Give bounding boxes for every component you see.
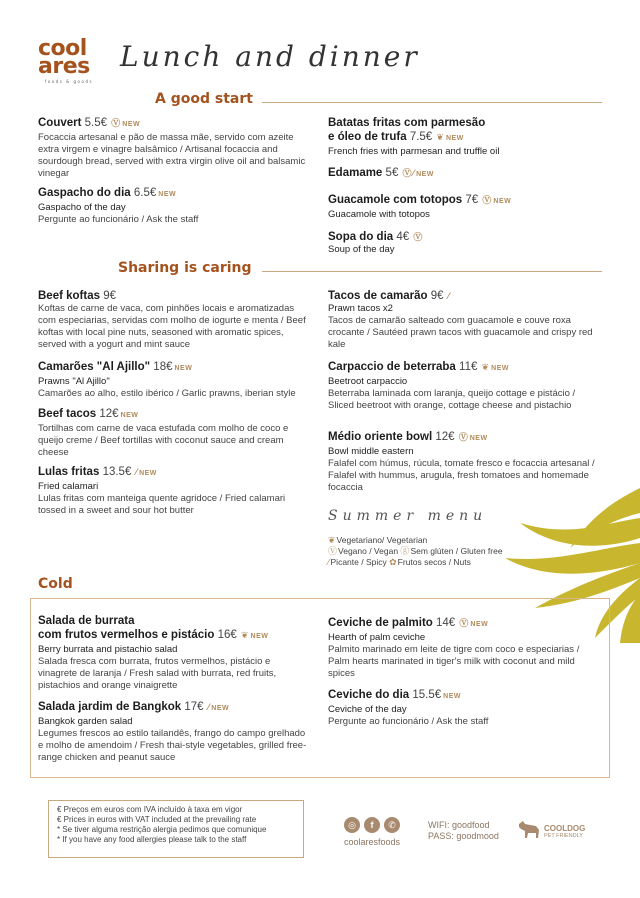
vegan-icon: Ⓥ xyxy=(482,195,492,205)
item-subtitle: Bowl middle eastern xyxy=(328,446,414,457)
item-name: Salada jardim de Bangkok xyxy=(38,701,182,713)
item-name: Salada de burrata xyxy=(38,615,135,627)
item-price: 5€ xyxy=(385,167,399,179)
item-name: Sopa do dia xyxy=(328,231,394,243)
menu-item-couvert xyxy=(38,116,308,180)
gluten-free-icon: ⓖ xyxy=(400,546,410,556)
item-description: Lulas fritas com manteiga quente agridoce / Fried calamari tossed in a sweet and sour hot butter xyxy=(38,493,286,516)
vegetarian-icon: ❦ xyxy=(436,132,444,142)
logo-tagline: foods & goods xyxy=(44,79,94,84)
new-badge: NEW xyxy=(470,621,489,628)
menu-item-medio-oriente xyxy=(328,430,598,494)
vegan-icon: Ⓥ xyxy=(328,546,338,556)
item-price: 16€ xyxy=(217,629,237,641)
spicy-icon: ⁄ xyxy=(328,557,330,567)
item-price: 7.5€ xyxy=(409,131,433,143)
item-subtitle: Beetroot carpaccio xyxy=(328,376,408,387)
new-badge: NEW xyxy=(491,365,509,372)
item-price: 7€ xyxy=(465,194,479,206)
pet-friendly-label: PET FRIENDLY xyxy=(544,833,583,839)
legend-nuts: Frutos secos / Nuts xyxy=(397,557,471,567)
item-subtitle: Hearth of palm ceviche xyxy=(328,632,426,643)
item-subtitle: Guacamole with totopos xyxy=(328,209,430,220)
item-name: Guacamole com totopos xyxy=(328,194,463,206)
item-description: Focaccia artesanal e pão de massa mãe, servido com azeite extra virgem e vinagre balsâmico / Artisanal focaccia and sourdough bread, served with extra virgin olive oil and balsamic vinegar xyxy=(38,132,306,179)
item-description: Falafel com húmus, rúcula, tomate fresco e focaccia artesanal / Falafel with hummus, arugula, fresh tomatoes and homemade focaccia xyxy=(328,458,595,493)
pricing-notice xyxy=(48,800,304,858)
new-badge: NEW xyxy=(174,365,193,372)
item-name: Tacos de camarão xyxy=(328,290,428,302)
item-name: Ceviche do dia xyxy=(328,689,410,701)
item-name: Batatas fritas com parmesão xyxy=(328,117,486,129)
menu-item-lulas xyxy=(38,465,308,517)
item-price: 18€ xyxy=(153,361,173,373)
wifi-info xyxy=(428,820,499,842)
item-price: 6.5€ xyxy=(133,187,157,199)
summer-menu-title: Summer menu xyxy=(328,508,488,524)
item-subtitle: Fried calamari xyxy=(38,481,99,492)
item-description: Koftas de carne de vaca, com pinhões locais e aromatizadas com especiarias, servidas com molho de iogurte e menta / Beef koftas with local pine nuts, seasoned with aromatic spices, served with a yogurt and mint sauce xyxy=(38,303,306,350)
menu-item-ceviche-dia xyxy=(328,688,598,728)
menu-item-tacos-camarao xyxy=(328,289,598,351)
logo-line-1: cool xyxy=(38,36,87,61)
item-price: 12€ xyxy=(99,408,119,420)
item-subtitle: Bangkok garden salad xyxy=(38,716,133,727)
section-title-sharing: Sharing is caring xyxy=(118,260,252,276)
notice-line: * If you have any food allergies please talk to the staff xyxy=(57,835,247,844)
new-badge: NEW xyxy=(493,198,512,205)
menu-item-camaroes xyxy=(38,360,308,400)
item-price: 9€ xyxy=(430,290,444,302)
social-handle: coolaresfoods xyxy=(344,837,401,847)
menu-item-carpaccio xyxy=(328,360,598,412)
social-icons xyxy=(344,815,410,833)
new-badge: NEW xyxy=(211,705,230,712)
page-title: Lunch and dinner xyxy=(120,40,420,73)
new-badge: NEW xyxy=(122,121,141,128)
item-price: 9€ xyxy=(103,290,116,302)
item-price: 14€ xyxy=(436,617,456,629)
menu-item-batatas xyxy=(328,116,598,158)
menu-item-gaspacho xyxy=(38,186,308,226)
item-description: Legumes frescos ao estilo tailandês, frango do campo grelhado e molho de amendoim / Fresh thai-style vegetables, grilled free-range chicken and peanut sauce xyxy=(38,728,307,763)
vegan-icon: Ⓥ xyxy=(459,618,469,628)
item-price: 12€ xyxy=(435,431,455,443)
item-description: Palmito marinado em leite de tigre com coco e especiarias / Palm hearts marinated in tiger's milk with coconut and mild spices xyxy=(328,644,580,679)
item-price: 13.5€ xyxy=(102,466,132,478)
logo-line-2: ares xyxy=(38,54,90,79)
item-name: com frutos vermelhos e pistácio xyxy=(38,629,215,641)
spicy-icon: ⁄ xyxy=(207,702,210,712)
dog-icon xyxy=(516,818,542,844)
item-description: Beterraba laminada com laranja, queijo cottage e pistácio / Sliced beetroot with orange, cottage cheese and pistachio xyxy=(328,388,576,411)
new-badge: NEW xyxy=(250,633,269,640)
notice-line: * Se tiver alguma restrição alergia pedimos que comunique xyxy=(57,825,267,834)
section-title-good-start: A good start xyxy=(155,91,253,107)
instagram-icon[interactable]: ◎ xyxy=(344,817,360,833)
vegetarian-icon: ❦ xyxy=(481,362,490,372)
item-description: Pergunte ao funcionário / Ask the staff xyxy=(328,716,489,727)
item-price: 5.5€ xyxy=(84,117,108,129)
vegan-icon: Ⓥ xyxy=(458,432,468,442)
item-description: Pergunte ao funcionário / Ask the staff xyxy=(38,214,199,225)
item-subtitle: Berry burrata and pistachio salad xyxy=(38,644,178,655)
wifi-name: WIFI: goodfood xyxy=(428,820,490,830)
vegan-icon: Ⓥ xyxy=(111,118,121,128)
item-name: Beef tacos xyxy=(38,408,97,420)
new-badge: NEW xyxy=(469,435,488,442)
dietary-legend xyxy=(328,535,528,568)
item-description: Tacos de camarão salteado com guacamole e couve roxa crocante / Sautéed prawn tacos with guacamole and crispy red kale xyxy=(328,315,593,350)
legend-vegan: Vegano / Vegan xyxy=(338,546,399,556)
vegan-icon: Ⓥ xyxy=(402,168,412,178)
item-description: Tortilhas com carne de vaca estufada com molho de coco e queijo creme / Beef tortillas with coconut sauce and cream cheese xyxy=(38,423,289,458)
facebook-icon[interactable]: f xyxy=(364,817,380,833)
menu-item-bangkok xyxy=(38,700,308,764)
item-description: Camarões ao alho, estilo ibérico / Garlic prawns, iberian style xyxy=(38,388,296,399)
nuts-icon: ✿ xyxy=(389,557,397,567)
item-name: Couvert xyxy=(38,117,82,129)
menu-item-sopa xyxy=(328,230,598,256)
legend-vegetarian: Vegetariano/ Vegetarian xyxy=(336,535,428,545)
item-name: Beef koftas xyxy=(38,290,100,302)
notice-line: € Preços em euros com IVA incluído à taxa em vigor xyxy=(57,805,243,814)
notice-line: € Prices in euros with VAT included at the prevailing rate xyxy=(57,815,257,824)
new-badge: NEW xyxy=(158,191,177,198)
item-price: 17€ xyxy=(184,701,204,713)
vegetarian-icon: ❦ xyxy=(328,535,336,545)
menu-item-ceviche-palmito xyxy=(328,616,598,680)
new-badge: NEW xyxy=(445,135,464,142)
item-subtitle: Gaspacho of the day xyxy=(38,202,126,213)
vegetarian-icon: ❦ xyxy=(240,630,249,640)
item-price: 4€ xyxy=(396,231,410,243)
new-badge: NEW xyxy=(120,412,139,419)
section-divider xyxy=(262,271,602,272)
brand-logo xyxy=(38,36,100,84)
item-subtitle: Ceviche of the day xyxy=(328,704,407,715)
menu-item-burrata xyxy=(38,614,308,692)
new-badge: NEW xyxy=(443,693,461,700)
item-subtitle: Prawn tacos x2 xyxy=(328,303,393,314)
legend-gluten-free: Sem glúten / Gluten free xyxy=(410,546,503,556)
item-name: Carpaccio de beterraba xyxy=(328,361,456,373)
wifi-password: PASS: goodmood xyxy=(428,831,499,841)
spicy-icon: ⁄ xyxy=(412,168,415,178)
legend-spicy: Picante / Spicy xyxy=(330,557,387,567)
whatsapp-icon[interactable]: ✆ xyxy=(384,817,400,833)
item-name: Gaspacho do dia xyxy=(38,187,131,199)
spicy-icon: ⁄ xyxy=(135,467,138,477)
section-divider xyxy=(262,102,602,103)
item-subtitle: Soup of the day xyxy=(328,244,395,255)
new-badge: NEW xyxy=(139,470,157,477)
menu-item-beef-tacos xyxy=(38,407,308,459)
item-price: 15.5€ xyxy=(412,689,442,701)
item-subtitle: French fries with parmesan and truffle oil xyxy=(328,146,500,157)
menu-item-edamame xyxy=(328,166,598,182)
section-title-cold: Cold xyxy=(38,576,73,592)
item-subtitle: Prawns "Al Ajillo" xyxy=(38,376,110,387)
item-name: Médio oriente bowl xyxy=(328,431,433,443)
item-name: Edamame xyxy=(328,167,383,179)
item-name: Ceviche de palmito xyxy=(328,617,433,629)
item-price: 11€ xyxy=(459,361,478,373)
item-description: Salada fresca com burrata, frutos vermelhos, pistácio e vinagrete de laranja / Fresh salad with burrata, red fruits, pistachios and orange vinaigrette xyxy=(38,656,277,691)
cooldog-label: COOLDOG xyxy=(544,824,586,833)
menu-item-guacamole xyxy=(328,193,598,221)
item-name: Lulas fritas xyxy=(38,466,100,478)
menu-item-beef-koftas xyxy=(38,289,308,351)
new-badge: NEW xyxy=(416,171,434,178)
item-name: e óleo de trufa xyxy=(328,131,407,143)
spicy-icon: ⁄ xyxy=(447,291,450,301)
vegan-icon: Ⓥ xyxy=(413,232,423,242)
item-name: Camarões "Al Ajillo" xyxy=(38,361,151,373)
